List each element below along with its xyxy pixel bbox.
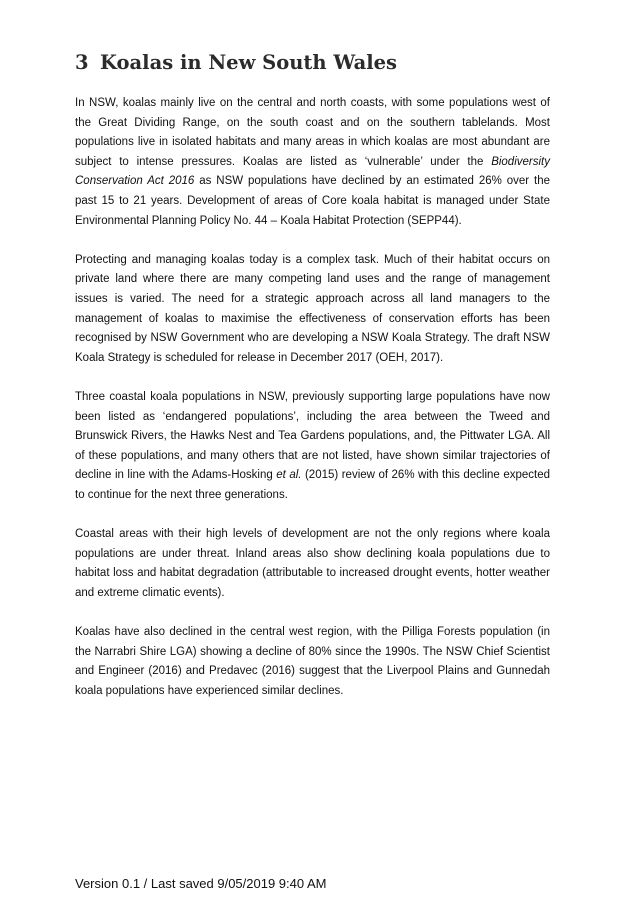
italic-text-run: Biodiversity Conservation Act 2016 [75,155,550,188]
paragraph-p5 [75,623,550,701]
section-title: Koalas in New South Wales [100,51,398,74]
paragraph-p4 [75,525,550,603]
section-number: 3 [75,51,89,74]
section-heading [75,51,397,74]
text-run: as NSW populations have declined by an estimated 26% over the past 15 to 21 years. Development of areas of Core koala habitat is managed under State Environmental Planning Policy No. 44 – Koala Habitat Protection (SEPP44). [75,175,550,227]
text-run: Protecting and managing koalas today is a complex task. Much of their habitat occurs on private land where there are many competing land uses and the range of management issues is varied. The need for a strategic approach across all land managers to the management of koalas to maximise the effectiveness of conservation efforts has been recognised by NSW Government who are developing a NSW Koala Strategy. The draft NSW Koala Strategy is scheduled for release in December 2017 (OEH, 2017). [75,253,550,364]
text-run: Coastal areas with their high levels of development are not the only regions where koala populations are under threat. Inland areas also show declining koala populations due to habitat loss and habitat degradation (attributable to increased drought events, hotter weather and extreme climatic events). [75,528,550,599]
paragraph-p3 [75,388,550,506]
text-run: Three coastal koala populations in NSW, previously supporting large populations have now been listed as ‘endangered populations’, including the area between the Tweed and Brunswick Rivers, the Hawks Nest and Tea Gardens populations, and, the Pittwater LGA. All of these populations, and many others that are not listed, have shown similar trajectories of decline in line with the Adams-Hosking [75,390,550,482]
italic-text-run: et al. [276,469,302,482]
paragraph-p1 [75,94,550,231]
text-run: (2015) review of 26% with this decline expected to continue for the next three generations. [75,469,550,501]
footer-version-info: Version 0.1 / Last saved 9/05/2019 9:40 AM [75,876,327,891]
text-run: In NSW, koalas mainly live on the central and north coasts, with some populations west of the Great Dividing Range, on the south coast and on the southern tablelands. Most populations live in isolated habitats and many areas in which koalas are most abundant are subject to intense pressures. Koalas are listed as ‘vulnerable’ under the [75,97,550,168]
paragraph-p2 [75,251,550,369]
text-run: Koalas have also declined in the central west region, with the Pilliga Forests population (in the Narrabri Shire LGA) showing a decline of 80% since the 1990s. The NSW Chief Scientist and Engineer (2016) and Predavec (2016) suggest that the Liverpool Plains and Gunnedah koala populations have experienced similar declines. [75,626,550,697]
body-text [75,94,550,721]
